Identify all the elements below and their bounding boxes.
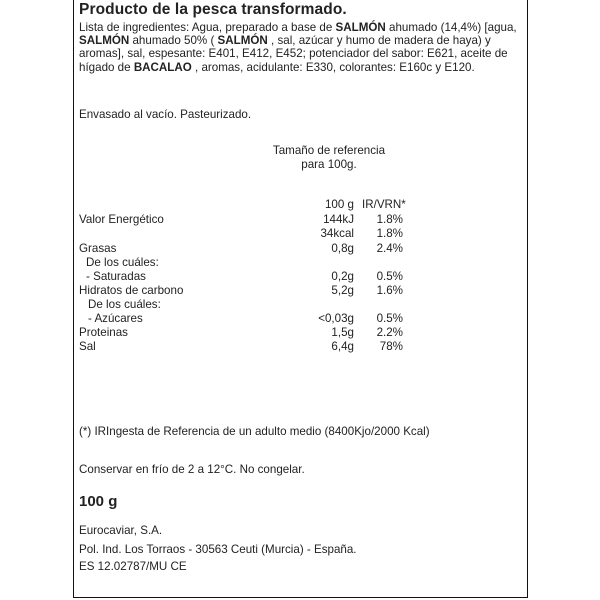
ingredient-text: ahumado 50% ( <box>129 34 218 48</box>
ingredient-text: , aromas, acidulante: E330, colorantes: E160c y E120. <box>191 60 475 74</box>
packaging-note: Envasado al vacío. Pasteurizado. <box>79 108 252 121</box>
net-weight: 100 g <box>79 493 118 510</box>
nutrition-row-label: Sal <box>79 340 96 353</box>
product-title: Producto de la pesca transformado. <box>79 1 347 18</box>
company-address: Pol. Ind. Los Torraos - 30563 Ceuti (Murcia) - España. <box>79 543 357 556</box>
company-name: Eurocaviar, S.A. <box>79 524 163 537</box>
nutrition-row-value: 34kcal <box>320 227 354 240</box>
nutrition-row-ir: 1.8% <box>376 227 403 240</box>
nutrition-row-value: 144kJ <box>323 213 354 226</box>
reference-intake-footnote: (*) IRIngesta de Referencia de un adulto medio (8400Kjo/2000 Kcal) <box>79 425 430 438</box>
ingredient-text: ahumado (14,4%) [agua, <box>385 21 517 34</box>
nutrition-row-value: <0,03g <box>318 312 354 325</box>
allergen-text: SALMÓN <box>217 34 268 48</box>
nutrition-row-value: 1,5g <box>331 326 354 339</box>
nutrition-row-ir: 78% <box>379 340 403 353</box>
reference-size-line1: Tamaño de referencia <box>272 144 386 157</box>
nutrition-row-ir: 0.5% <box>376 270 403 283</box>
ingredients-list <box>79 21 517 74</box>
nutrition-row-value: 6,4g <box>331 340 354 353</box>
storage-instructions: Conservar en frío de 2 a 12°C. No congelar. <box>79 463 305 476</box>
allergen-text: SALMÓN <box>335 21 386 34</box>
nutrition-row-label: - Saturadas <box>86 270 146 283</box>
nutrition-row-label: De los cuáles: <box>86 256 159 269</box>
nutrition-row-ir: 1.8% <box>376 213 403 226</box>
nutrition-row-label: Valor Energético <box>79 213 164 226</box>
nutrition-row-ir: 0.5% <box>376 312 403 325</box>
nutrition-row-ir: 2.2% <box>376 326 403 339</box>
nutrition-row-ir: 2.4% <box>376 242 403 255</box>
nutrition-row-label: Proteinas <box>79 326 128 339</box>
ingredient-text: , sal, azúcar y humo de madera de haya) y aromas], sal, espesante: E401, E412, E452; potenciador del sabor: E621, aceite de hígado de <box>79 34 508 74</box>
nutrition-row-label: Hidratos de carbono <box>79 284 184 297</box>
nutrition-row-label: - Azúcares <box>88 312 143 325</box>
allergen-text: SALMÓN <box>79 34 130 48</box>
nutrition-header-ir: IR/VRN* <box>362 198 406 211</box>
nutrition-row-value: 0,8g <box>331 242 354 255</box>
nutrition-header-per100: 100 g <box>324 198 354 211</box>
allergen-text: BACALAO <box>133 60 192 74</box>
nutrition-row-label: Grasas <box>79 242 117 255</box>
nutrition-row-value: 5,2g <box>331 284 354 297</box>
product-label <box>73 0 528 598</box>
nutrition-row-ir: 1.6% <box>376 284 403 297</box>
nutrition-row-label: De los cuáles: <box>88 298 161 311</box>
nutrition-row-value: 0,2g <box>331 270 354 283</box>
reference-size-line2: para 100g. <box>301 158 357 171</box>
sanitary-registry: ES 12.02787/MU CE <box>79 560 187 573</box>
ingredient-text: Lista de ingredientes: Agua, preparado a base de <box>79 21 336 34</box>
